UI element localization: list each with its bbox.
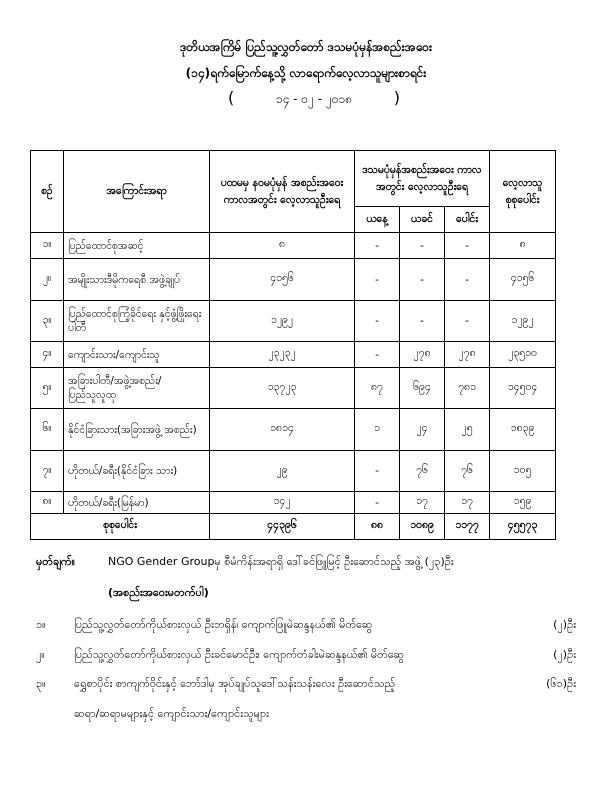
notes-intro: NGO Gender Groupမှ စီမံကိန်းအရာရှိ ဒေါ်ခင်ဖြူမြင့် ဦးဆောင်သည့် အဖွဲ့ (၂၃)ဦး bbox=[108, 555, 454, 568]
row-today: - bbox=[355, 342, 400, 368]
row-no: ၇။ bbox=[31, 451, 64, 492]
row-today: ၈၇ bbox=[355, 368, 400, 409]
row-sum: ၇၆ bbox=[445, 451, 490, 492]
row-previous: ၆၉၄ bbox=[400, 368, 445, 409]
row-previous: ၁၇ bbox=[400, 492, 445, 514]
row-previous: - bbox=[400, 301, 445, 342]
totals-label: စုစုပေါင်း bbox=[31, 514, 210, 540]
row-first-session: ၄၁၅၆ bbox=[210, 259, 355, 301]
row-category: ပြည်ထောင်စုအဆင့် bbox=[64, 233, 210, 259]
totals-sum: ၁၁၇၇ bbox=[445, 514, 490, 540]
row-category: ပြည်ထောင်စုကြံ့ခိုင်ရေး နှင့်ဖွံ့ဖြိုးရေးပါတီ bbox=[64, 301, 210, 342]
totals-previous: ၁၀၈၉ bbox=[400, 514, 445, 540]
list-item-no: ၃။ bbox=[36, 677, 46, 690]
row-first-session: ၁၈၁၄ bbox=[210, 409, 355, 451]
row-today: - bbox=[355, 233, 400, 259]
row-sum: ၁၇ bbox=[445, 492, 490, 514]
list-item-no: ၁။ bbox=[36, 618, 46, 631]
row-today: - bbox=[355, 492, 400, 514]
row-today: ၁ bbox=[355, 409, 400, 451]
date-block bbox=[228, 88, 400, 110]
close-paren: ) bbox=[393, 88, 400, 107]
header-previous: ယခင် bbox=[400, 207, 445, 233]
row-no: ၈။ bbox=[31, 492, 64, 514]
table-row bbox=[31, 368, 556, 409]
row-no: ၆။ bbox=[31, 409, 64, 451]
row-first-session: ၂၃၂၃၂ bbox=[210, 342, 355, 368]
table-row bbox=[31, 233, 556, 259]
visitors-table bbox=[30, 150, 556, 540]
row-total: ၈ bbox=[490, 233, 556, 259]
header-grand-total: လေ့လာသူ စုစုပေါင်း bbox=[490, 151, 556, 233]
table-row bbox=[31, 342, 556, 368]
header-sum: ပေါင်း bbox=[445, 207, 490, 233]
list-item-text: ပြည်သူ့လွှတ်တော်ကိုယ်စားလှယ် ဦးဘရှိန်၊ ကျောက်ဖြူမဲဆန္ဒနယ်၏ မိတ်ဆွေ bbox=[74, 618, 373, 631]
row-no: ၁။ bbox=[31, 233, 64, 259]
row-no: ၃။ bbox=[31, 301, 64, 342]
list-item-text: ရွှေစာပိုင်း စာကျက်ဝိုင်းနှင့် ဘော်ဒါမှ အုပ်ချုပ်သူဒေါ်သန်းသန်းလေး ဦးဆောင်သည့် bbox=[74, 677, 396, 690]
list-item-count: (၂)ဦး bbox=[553, 648, 576, 661]
header-category: အကြောင်းအရာ bbox=[64, 151, 210, 233]
table-row bbox=[31, 259, 556, 301]
notes-label: မှတ်ချက်။ bbox=[36, 555, 76, 568]
row-total: ၄၁၅၆ bbox=[490, 259, 556, 301]
table-row bbox=[31, 492, 556, 514]
row-sum: - bbox=[445, 259, 490, 301]
totals-today: ၈၈ bbox=[355, 514, 400, 540]
row-total: ၂၃၅၁၀ bbox=[490, 342, 556, 368]
row-first-session: ၈ bbox=[210, 233, 355, 259]
header-today: ယနေ့ bbox=[355, 207, 400, 233]
row-today: - bbox=[355, 451, 400, 492]
list-item-text-cont: ဆရာ/ဆရာမများနှင့် ကျောင်းသား/ကျောင်းသူများ bbox=[74, 707, 269, 720]
row-previous: - bbox=[400, 259, 445, 301]
row-first-session: ၁၂၉၂ bbox=[210, 301, 355, 342]
list-item-no: ၂။ bbox=[36, 648, 45, 661]
row-today: - bbox=[355, 259, 400, 301]
row-sum: - bbox=[445, 233, 490, 259]
row-sum: ၇၈၁ bbox=[445, 368, 490, 409]
open-paren: ( bbox=[228, 88, 235, 107]
row-category: ဟိုတယ်/ခရီး(နိုင်ငံခြား သား) bbox=[64, 451, 210, 492]
row-sum: - bbox=[445, 301, 490, 342]
notes-subheading: (အစည်းအဝေးမတက်ပါ) bbox=[108, 586, 209, 599]
row-total: ၁၈၃၉ bbox=[490, 409, 556, 451]
table-row bbox=[31, 301, 556, 342]
row-first-session: ၁၃၇၂၃ bbox=[210, 368, 355, 409]
table-row bbox=[31, 409, 556, 451]
title-line-1: ဒုတိယအကြိမ် ပြည်သူ့လွှတ်တော် ဒသမပုံမှန်အစည်းအဝေး bbox=[179, 40, 433, 54]
row-sum: ၂၅ bbox=[445, 409, 490, 451]
totals-grand-total: ၄၅၅၇၃ bbox=[490, 514, 556, 540]
list-item-count: (၆၁)ဦး bbox=[546, 677, 576, 690]
row-category: ကျောင်းသား/ကျောင်းသူ bbox=[64, 342, 210, 368]
row-no: ၄။ bbox=[31, 342, 64, 368]
title-line-2: (၁၄)ရက်မြောက်နေ့သို့ လာရောက်လေ့လာသူများစာရင်း bbox=[185, 66, 427, 80]
table-row bbox=[31, 451, 556, 492]
row-previous: ၇၆ bbox=[400, 451, 445, 492]
row-category: ဟိုတယ်/ခရီး(မြန်မာ) bbox=[64, 492, 210, 514]
report-date: ၁၄ - ၀၂ - ၂၀၁၈ bbox=[275, 92, 353, 106]
list-item-text: ပြည်သူ့လွှတ်တော်ကိုယ်စားလှယ် ဦးခင်မောင်ဦး၊ ကျောက်တံခါးမဲဆန္ဒနယ်၏ မိတ်ဆွေ bbox=[74, 648, 405, 661]
row-previous: ၂၇၈ bbox=[400, 342, 445, 368]
row-first-session: ၂၉ bbox=[210, 451, 355, 492]
row-previous: ၂၄ bbox=[400, 409, 445, 451]
row-no: ၂။ bbox=[31, 259, 64, 301]
row-total: ၁၅၉ bbox=[490, 492, 556, 514]
header-no: စဉ် bbox=[31, 151, 64, 233]
row-total: ၁၄၅၀၄ bbox=[490, 368, 556, 409]
list-item-count: (၂)ဦး bbox=[553, 618, 576, 631]
totals-row bbox=[31, 514, 556, 540]
row-total: ၁၂၉၂ bbox=[490, 301, 556, 342]
totals-first-session: ၄၄၃၉၆ bbox=[210, 514, 355, 540]
row-total: ၁၀၅ bbox=[490, 451, 556, 492]
row-no: ၅။ bbox=[31, 368, 64, 409]
header-tenth-session: ဒသမပုံမှန်အစည်းအဝေး ကာလအတွင်း လေ့လာသူဦးရေ bbox=[355, 151, 490, 207]
row-category: အခြားပါတီ/အဖွဲ့အစည်း/ ပြည်သူလူထု bbox=[64, 368, 210, 409]
row-category: အမျိုးသားဒီမိုကရေစီ အဖွဲ့ချုပ် bbox=[64, 259, 210, 301]
row-first-session: ၁၄၂ bbox=[210, 492, 355, 514]
row-previous: - bbox=[400, 233, 445, 259]
row-category: နိုင်ငံခြားသား(အခြားအဖွဲ့ အစည်း) bbox=[64, 409, 210, 451]
row-sum: ၂၇၈ bbox=[445, 342, 490, 368]
row-today: - bbox=[355, 301, 400, 342]
header-first-session: ပထမမှ နဝမပုံမှန် အစည်းအဝေးကာလအတွင်း လေ့လာသူဦးရေ bbox=[210, 151, 355, 233]
